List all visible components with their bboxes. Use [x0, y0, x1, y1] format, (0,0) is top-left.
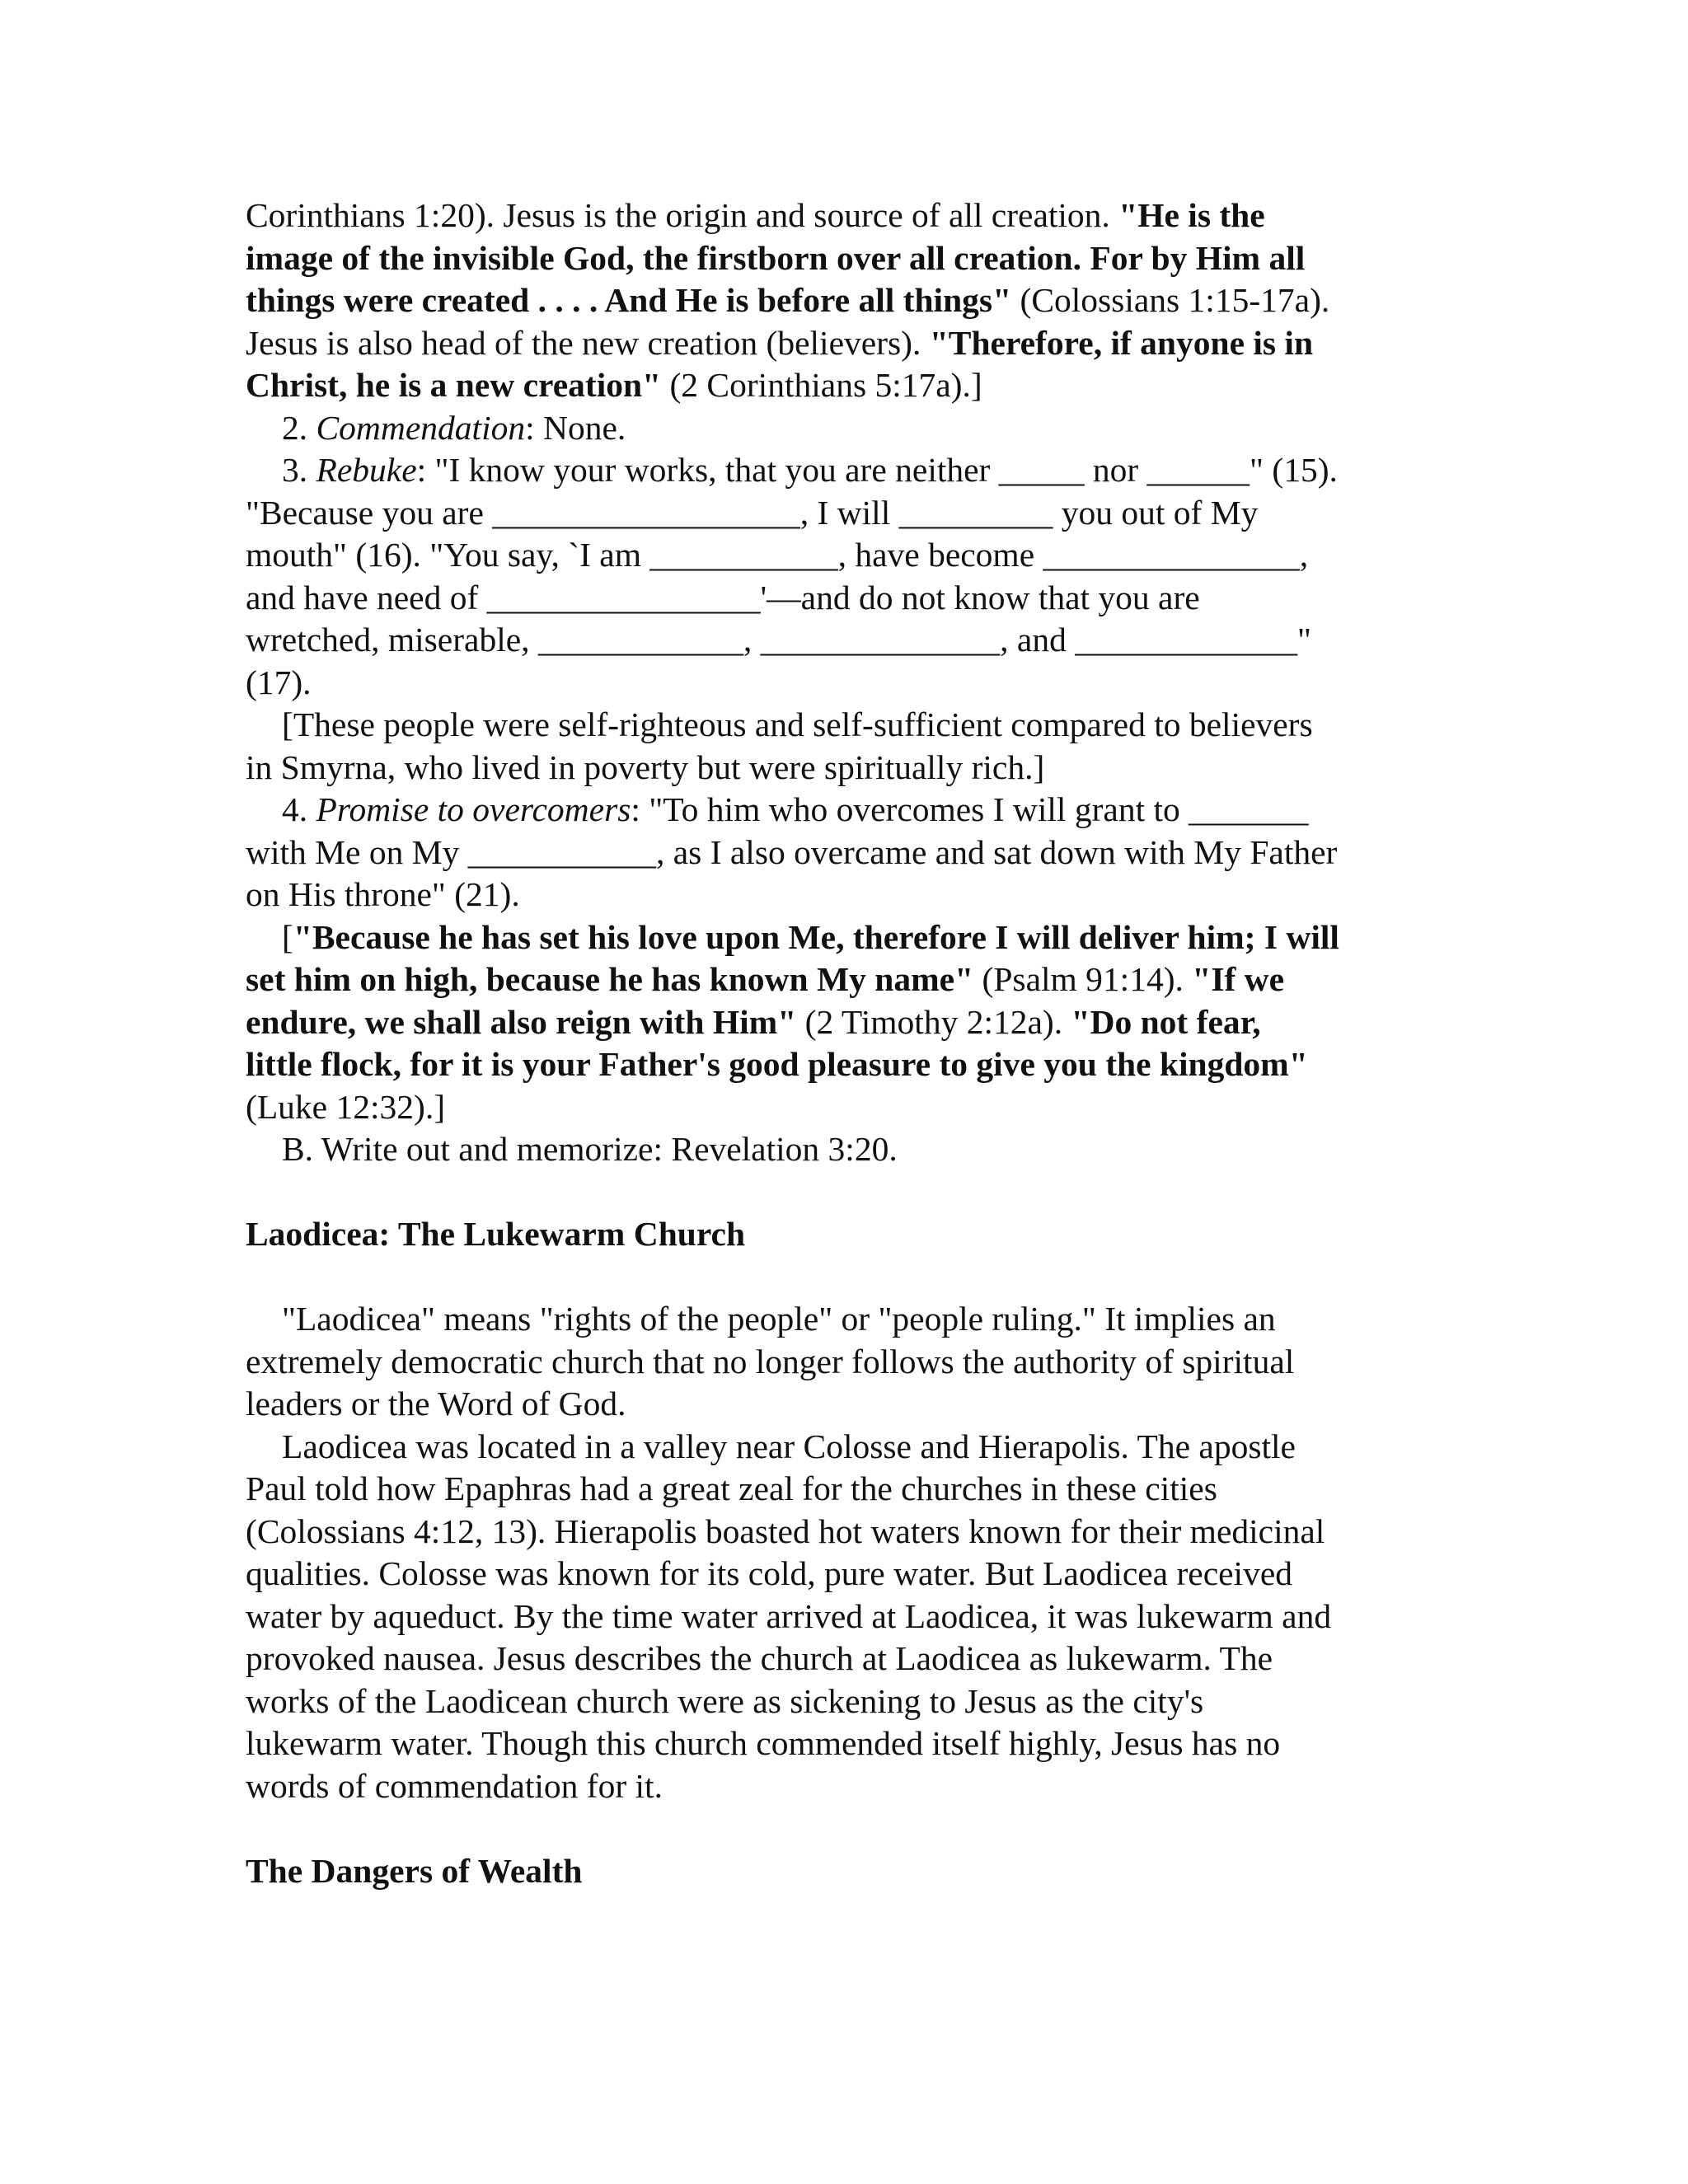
document-page: [246, 194, 1432, 1892]
text-line: qualities. Colosse was known for its cold, pure water. But Laodicea received: [246, 1554, 1293, 1592]
text-line: set him on high, because he has known My name" (Psalm 91:14). "If we: [246, 960, 1285, 998]
promise-line: 4. Promise to overcomers: "To him who overcomes I will grant to _______: [282, 790, 1309, 828]
text-line: provoked nausea. Jesus describes the church at Laodicea as lukewarm. The: [246, 1639, 1273, 1677]
rebuke-line: 3. Rebuke: "I know your works, that you are neither _____ nor ______" (15).: [282, 451, 1338, 489]
text-line: [These people were self-righteous and self-sufficient compared to believers: [282, 705, 1313, 743]
section-heading-wealth: The Dangers of Wealth: [246, 1851, 583, 1890]
memorize-line: B. Write out and memorize: Revelation 3:20.: [282, 1130, 898, 1168]
text-line: leaders or the Word of God.: [246, 1385, 626, 1422]
text-line: extremely democratic church that no longer follows the authority of spiritual: [246, 1342, 1295, 1380]
spacer: [246, 1807, 1432, 1850]
text-line: Paul told how Epaphras had a great zeal for the churches in these cities: [246, 1469, 1217, 1507]
text-line: Jesus is also head of the new creation (believers). "Therefore, if anyone is in: [246, 323, 1314, 362]
text-line: with Me on My ___________, as I also overcame and sat down with My Father: [246, 832, 1338, 871]
text-line: and have need of ________________'—and do not know that you are: [246, 578, 1200, 616]
commendation-line: 2. Commendation: None.: [282, 408, 626, 447]
text-line: "Laodicea" means "rights of the people" or "people ruling." It implies an: [282, 1300, 1276, 1338]
text-line: works of the Laodicean church were as sickening to Jesus as the city's: [246, 1681, 1204, 1720]
section-heading-laodicea: Laodicea: The Lukewarm Church: [246, 1215, 746, 1253]
text-line: wretched, miserable, ____________, ______________, and _____________": [246, 621, 1311, 658]
text-line: image of the invisible God, the firstborn over all creation. For by Him all: [246, 238, 1306, 277]
text-line: in Smyrna, who lived in poverty but were spiritually rich.]: [246, 748, 1045, 786]
text-line: lukewarm water. Though this church commended itself highly, Jesus has no: [246, 1724, 1281, 1762]
text-line: ["Because he has set his love upon Me, therefore I will deliver him; I will: [282, 917, 1339, 956]
text-line: words of commendation for it.: [246, 1766, 663, 1805]
text-line: Christ, he is a new creation" (2 Corinthians 5:17a).]: [246, 366, 982, 404]
text-line: (Colossians 4:12, 13). Hierapolis boasted hot waters known for their medicinal: [246, 1511, 1325, 1550]
text-line: (17).: [246, 663, 312, 701]
spacer: [246, 1171, 1432, 1214]
text-line: water by aqueduct. By the time water arrived at Laodicea, it was lukewarm and: [246, 1596, 1332, 1635]
text-line: Laodicea was located in a valley near Colosse and Hierapolis. The apostle: [282, 1427, 1296, 1465]
text-line: on His throne" (21).: [246, 875, 520, 913]
spacer: [246, 1256, 1432, 1299]
text-line: (Luke 12:32).]: [246, 1087, 446, 1126]
text-line: little flock, for it is your Father's good pleasure to give you the kingdom": [246, 1045, 1308, 1083]
text-line: "Because you are __________________, I will _________ you out of My: [246, 493, 1259, 532]
text-line: Corinthians 1:20). Jesus is the origin and source of all creation. "He is the: [246, 196, 1265, 234]
text-line: things were created . . . . And He is before all things" (Colossians 1:15-17a).: [246, 281, 1330, 319]
text-line: mouth" (16). "You say, `I am ___________, have become _______________,: [246, 536, 1309, 574]
text-line: endure, we shall also reign with Him" (2 Timothy 2:12a). "Do not fear,: [246, 1002, 1261, 1041]
